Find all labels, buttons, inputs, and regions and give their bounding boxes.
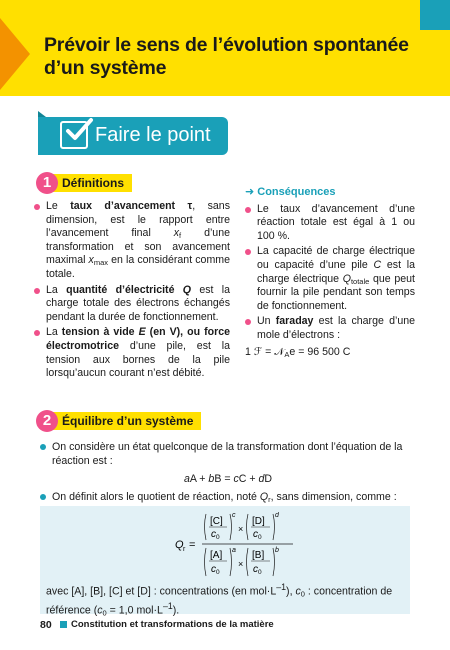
consequences-title: ➜ Conséquences (245, 186, 336, 198)
den-right-exp: b (275, 547, 279, 554)
num-left-exp: c (232, 512, 236, 519)
section-2-item-1: On considère un état quelconque de la transformation dont l’équation de la réaction est : (40, 440, 416, 468)
definition-tension: La tension à vide E (en V), ou force électromotrice d’une pile, est la tension aux bornes de la pile lorsqu’aucun courant n’est débité. (34, 326, 230, 380)
num-left: [C] (210, 516, 223, 527)
consequence-faraday: Un faraday est la charge d’une mole d’électrons : (245, 315, 415, 342)
times: × (238, 524, 244, 534)
den-left: [A] (210, 550, 223, 561)
consequence-capacite: La capacité de charge électrique ou capacité d’une pile C est la charge électrique $Q_{totale}$ que peut fournir la pile pendant son temps de fonctionnement. (245, 245, 415, 313)
header-teal-corner (420, 0, 450, 30)
c0: c (253, 529, 258, 540)
formula-lhs: Q (175, 539, 184, 551)
bullet (34, 204, 40, 210)
section-1-right-column (245, 186, 415, 361)
consequence-taux: Le taux d’avancement d’une réaction totale est égal à 1 ou 100 %. (245, 203, 415, 244)
page-title: Prévoir le sens de l’évolution spontanée d’un système (44, 34, 409, 79)
section-2-item-2: On définit alors le quotient de réaction, noté $Q_r$, sans dimension, comme : (40, 490, 416, 504)
bullet (245, 207, 251, 213)
den-right: [B] (252, 550, 265, 561)
footer-chapter: Constitution et transformations de la matière (71, 619, 274, 630)
section-1-left-column (34, 200, 230, 383)
definition-taux: Le taux d’avancement τ, sans dimension, est le rapport entre l’avancement final $x_f$ d’une transformation et son avancement maximal $x_{max}$ en la considérant comme totale. (34, 200, 230, 282)
section-1-number: 1 (36, 172, 58, 194)
num-right-exp: d (275, 512, 279, 519)
section-2-body (40, 440, 416, 508)
paren (247, 514, 249, 540)
section-1-title: Définitions (44, 174, 132, 192)
section-2-title: Équilibre d’un système (44, 412, 201, 430)
faraday-equation: 1 ℱ = 𝒩$_A$e = 96 500 C (245, 345, 351, 359)
header-orange-triangle (0, 18, 30, 90)
times: × (238, 559, 244, 569)
bullet (245, 249, 251, 255)
bullet (40, 494, 46, 500)
formula-equals: = (189, 539, 196, 551)
paren (205, 548, 207, 576)
bullet (34, 330, 40, 336)
c0-sub: 0 (216, 569, 220, 576)
bullet (245, 319, 251, 325)
footer-square (60, 621, 67, 628)
c0-sub: 0 (258, 534, 262, 541)
bullet (34, 288, 40, 294)
reaction-equation: aA + bB = cC + dD (183, 473, 273, 485)
paren (247, 548, 249, 576)
formula-lhs-sub: r (183, 546, 186, 553)
page-number: 80 (40, 619, 52, 631)
num-right: [D] (252, 516, 265, 527)
formula-note: avec [A], [B], [C] et [D] : concentrations (en $mol\cdot L^{-1}$), $c_0$ : concentration de référence ($c_0 = 1,0$ $mol\cdot L^{-1}$). (46, 582, 393, 618)
paren (205, 514, 207, 540)
bullet (40, 444, 46, 450)
checkbox-icon (60, 121, 88, 149)
definition-quantite: La quantité d’électricité Q est la charge totale des électrons échangés pendant la durée de fonctionnement. (34, 284, 230, 325)
c0: c (211, 529, 216, 540)
c0: c (253, 564, 258, 575)
c0-sub: 0 (216, 534, 220, 541)
banner-label: Faire le point (95, 124, 211, 146)
c0: c (211, 564, 216, 575)
reaction-quotient-formula (175, 512, 295, 578)
c0-sub: 0 (258, 569, 262, 576)
section-2-number: 2 (36, 410, 58, 432)
den-left-exp: a (232, 547, 236, 554)
